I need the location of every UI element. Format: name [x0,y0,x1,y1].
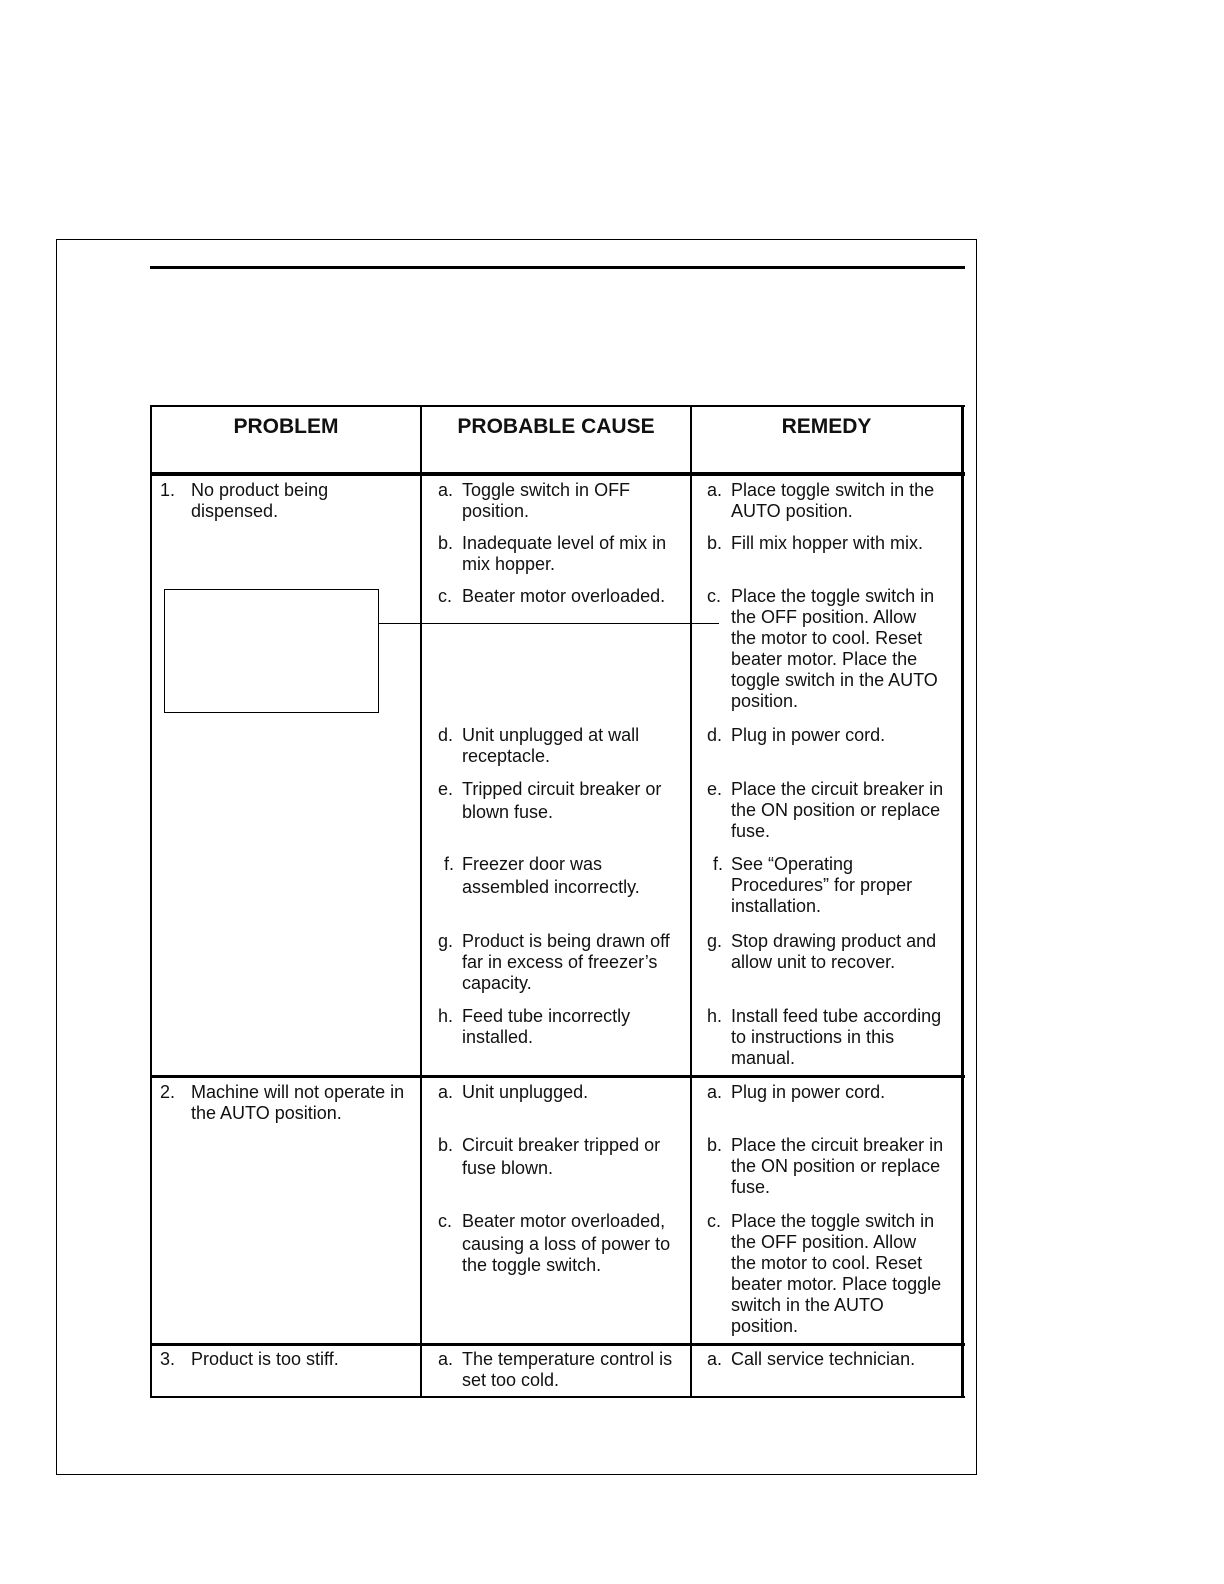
row1-cause-f-letter: f. [444,854,455,874]
row3-cause-a-letter: a. [438,1349,454,1369]
row2-remedy-a-line1: Plug in power cord. [731,1082,886,1102]
row2-remedy-c-letter: c. [707,1211,722,1231]
row2-cause-c-line2: causing a loss of power to [462,1234,671,1254]
row1-remedy-f-letter: f. [713,854,724,874]
row2-remedy-c-line4: beater motor. Place toggle [731,1274,942,1294]
row1-remedy-c-line3: the motor to cool. Reset [731,628,923,648]
row1-cause-f-line2: assembled incorrectly. [462,877,640,897]
row3-cause-a-line2: set too cold. [462,1370,560,1390]
col-divider-2 [690,405,692,1398]
row2-cause-a-letter: a. [438,1082,454,1102]
row1-cause-g-letter: g. [438,931,454,951]
header-probable-cause: PROBABLE CAUSE [457,415,655,438]
row1-cause-d-letter: d. [438,725,454,745]
row1-remedy-e-line1: Place the circuit breaker in [731,779,944,799]
row2-problem-line2: the AUTO position. [191,1103,342,1123]
row1-cause-b-line2: mix hopper. [462,554,556,574]
row2-cause-c-line3: the toggle switch. [462,1255,602,1275]
table-right-border [961,405,964,1398]
row2-remedy-b-line1: Place the circuit breaker in [731,1135,944,1155]
row2-remedy-a-letter: a. [707,1082,723,1102]
row1-cause-b-line1: Inadequate level of mix in [462,533,667,553]
row1-problem-line2: dispensed. [191,501,279,521]
callout-leader-line [379,623,719,624]
row1-remedy-h-line2: to instructions in this [731,1027,895,1047]
row1-remedy-c-line2: the OFF position. Allow [731,607,917,627]
row1-cause-g-line3: capacity. [462,973,532,993]
row1-remedy-f-line2: Procedures” for proper [731,875,913,895]
row2-cause-b-letter: b. [438,1135,454,1155]
row1-remedy-h-line3: manual. [731,1048,796,1068]
row1-problem-line1: No product being [191,480,329,500]
row2-remedy-c-line2: the OFF position. Allow [731,1232,917,1252]
row2-number: 2. [160,1082,176,1102]
row1-remedy-c-line4: beater motor. Place the [731,649,918,669]
row1-remedy-c-letter: c. [707,586,722,606]
callout-box [164,589,379,713]
table-top-border [150,405,965,407]
row1-cause-a-letter: a. [438,480,454,500]
row1-cause-c-line1: Beater motor overloaded. [462,586,666,606]
row2-cause-c-letter: c. [438,1211,453,1231]
row1-cause-h-line2: installed. [462,1027,534,1047]
row1-remedy-h-letter: h. [707,1006,723,1026]
row1-remedy-c-line1: Place the toggle switch in [731,586,935,606]
row1-cause-g-line2: far in excess of freezer’s [462,952,658,972]
row1-remedy-e-line3: fuse. [731,821,771,841]
header-problem: PROBLEM [233,415,339,438]
row1-remedy-a-line1: Place toggle switch in the [731,480,935,500]
header-remedy: REMEDY [781,415,872,438]
row1-remedy-e-letter: e. [707,779,723,799]
row1-cause-a-line1: Toggle switch in OFF [462,480,631,500]
row2-cause-b-line2: fuse blown. [462,1158,554,1178]
top-rule [150,266,965,269]
row1-remedy-d-letter: d. [707,725,723,745]
row1-cause-e-line2: blown fuse. [462,802,554,822]
row3-problem-line1: Product is too stiff. [191,1349,339,1369]
row1-cause-c-letter: c. [438,586,453,606]
row1-remedy-a-letter: a. [707,480,723,500]
row3-remedy-a-line1: Call service technician. [731,1349,916,1369]
col-divider-1 [420,405,422,1398]
row2-remedy-c-line6: position. [731,1316,799,1336]
row2-remedy-b-line2: the ON position or replace [731,1156,941,1176]
row1-remedy-c-line6: position. [731,691,799,711]
row2-remedy-c-line3: the motor to cool. Reset [731,1253,923,1273]
row1-remedy-h-line1: Install feed tube according [731,1006,942,1026]
row1-number: 1. [160,480,176,500]
table-bottom-border [150,1396,965,1398]
row1-remedy-g-line1: Stop drawing product and [731,931,937,951]
row2-cause-c-line1: Beater motor overloaded, [462,1211,666,1231]
row1-remedy-c-line5: toggle switch in the AUTO [731,670,938,690]
row1-cause-b-letter: b. [438,533,454,553]
row2-cause-a-line1: Unit unplugged. [462,1082,589,1102]
row1-remedy-a-line2: AUTO position. [731,501,853,521]
row1-remedy-e-line2: the ON position or replace [731,800,941,820]
header-bottom-border [150,472,965,476]
row2-remedy-c-line1: Place the toggle switch in [731,1211,935,1231]
row1-cause-e-line1: Tripped circuit breaker or [462,779,662,799]
row1-remedy-g-letter: g. [707,931,723,951]
row2-problem-line1: Machine will not operate in [191,1082,405,1102]
row1-cause-h-line1: Feed tube incorrectly [462,1006,631,1026]
row1-cause-h-letter: h. [438,1006,454,1026]
row2-bottom-border [150,1343,965,1346]
row1-cause-e-letter: e. [438,779,454,799]
row1-remedy-f-line1: See “Operating [731,854,854,874]
row1-remedy-b-letter: b. [707,533,723,553]
row3-remedy-a-letter: a. [707,1349,723,1369]
row1-remedy-g-line2: allow unit to recover. [731,952,896,972]
row1-remedy-f-line3: installation. [731,896,822,916]
row1-cause-d-line1: Unit unplugged at wall [462,725,640,745]
row1-cause-g-line1: Product is being drawn off [462,931,670,951]
row1-cause-a-line2: position. [462,501,530,521]
row1-bottom-border [150,1075,965,1078]
row2-remedy-b-line3: fuse. [731,1177,771,1197]
row3-number: 3. [160,1349,176,1369]
row1-remedy-b-line1: Fill mix hopper with mix. [731,533,924,553]
row1-cause-f-line1: Freezer door was [462,854,603,874]
row2-remedy-c-line5: switch in the AUTO [731,1295,884,1315]
row2-remedy-b-letter: b. [707,1135,723,1155]
row1-remedy-d-line1: Plug in power cord. [731,725,886,745]
row3-cause-a-line1: The temperature control is [462,1349,673,1369]
row2-cause-b-line1: Circuit breaker tripped or [462,1135,661,1155]
row1-cause-d-line2: receptacle. [462,746,551,766]
table-left-border [150,405,152,1398]
